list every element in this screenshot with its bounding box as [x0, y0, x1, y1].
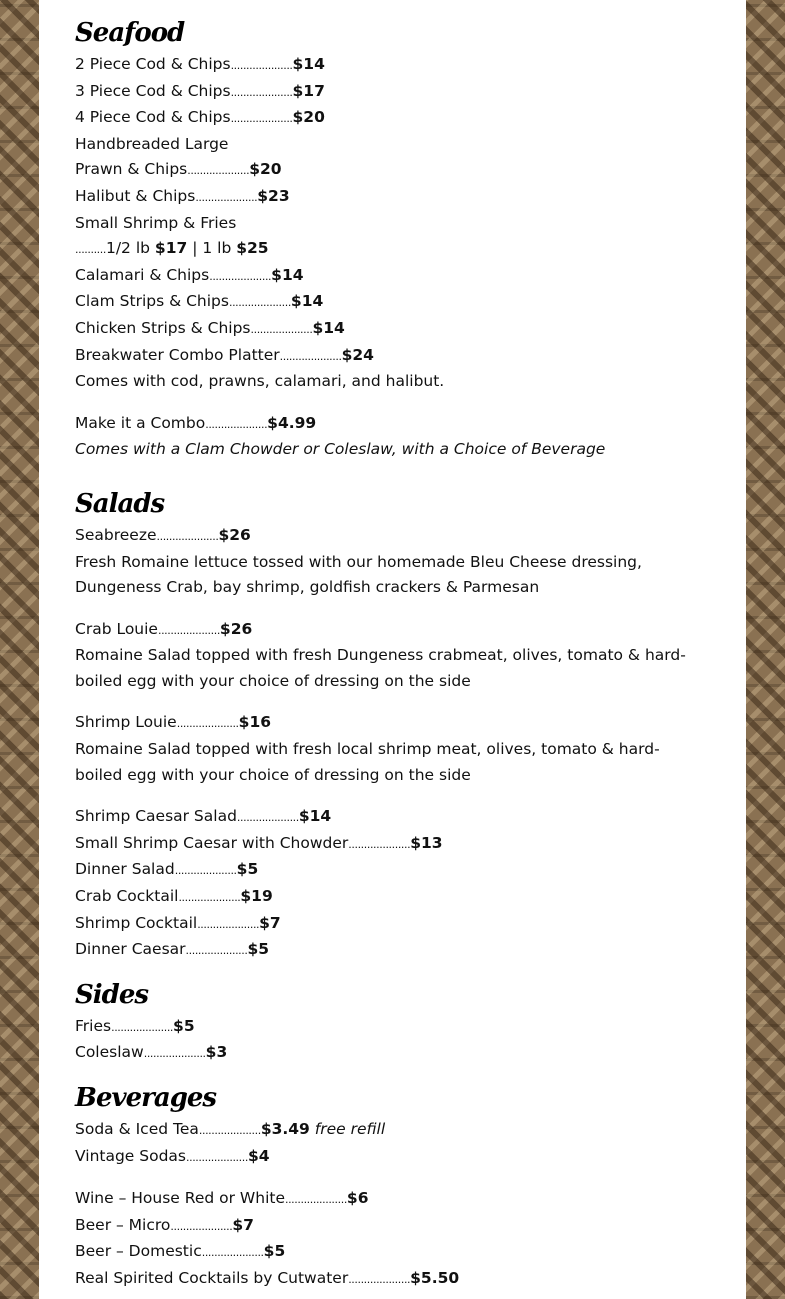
menu-item: Fries....................$5 — [75, 1016, 195, 1035]
menu-item: Chicken Strips & Chips....................$14 — [75, 318, 345, 337]
menu-item-description: Comes with cod, prawns, calamari, and halibut. — [75, 372, 445, 391]
seafood-heading: Seafood — [75, 18, 185, 48]
menu-item: Coleslaw....................$3 — [75, 1043, 228, 1062]
menu-item: Real Spirited Cocktails by Cutwater....................$5.50 — [75, 1268, 460, 1287]
menu-item: Dinner Caesar....................$5 — [75, 940, 270, 959]
menu-item-description: Romaine Salad topped with fresh Dungeness crabmeat, olives, tomato & hard-boiled egg with your choice of dressing on the side — [75, 646, 686, 690]
menu-item: 2 Piece Cod & Chips....................$14 — [75, 55, 325, 73]
menu-item: Shrimp Caesar Salad....................$14 — [75, 807, 332, 826]
menu-item: Calamari & Chips....................$14 — [75, 265, 304, 284]
menu-item: Dinner Salad....................$5 — [75, 860, 259, 879]
menu-item: Clam Strips & Chips....................$14 — [75, 292, 324, 311]
menu-item: Vintage Sodas....................$4 — [75, 1146, 270, 1165]
menu-item-description: Romaine Salad topped with fresh local shrimp meat, olives, tomato & hard-boiled egg with your choice of dressing on the side — [75, 740, 660, 784]
menu-item: 3 Piece Cod & Chips....................$17 — [75, 81, 325, 100]
menu-content — [75, 14, 705, 1293]
menu-panel — [39, 0, 746, 1299]
menu-item-name: Small Shrimp & Fries — [75, 213, 237, 232]
menu-item: Soda & Iced Tea....................$3.49 free refill — [75, 1120, 386, 1138]
menu-item: Halibut & Chips....................$23 — [75, 186, 290, 205]
menu-item: Prawn & Chips....................$20 — [75, 160, 282, 179]
menu-item: Crab Cocktail....................$19 — [75, 887, 273, 906]
beverages-heading: Beverages — [75, 1083, 217, 1113]
menu-item: 4 Piece Cod & Chips....................$20 — [75, 108, 325, 127]
menu-item-sizes: ..........1/2 lb $17 | 1 lb $25 — [75, 239, 269, 258]
menu-item: Make it a Combo....................$4.99 — [75, 413, 317, 432]
menu-item: Wine – House Red or White....................$6 — [75, 1189, 369, 1208]
menu-item: Small Shrimp Caesar with Chowder....................$13 — [75, 833, 443, 852]
menu-item: Beer – Micro....................$7 — [75, 1215, 254, 1234]
menu-item: Shrimp Louie....................$16 — [75, 713, 272, 732]
menu-item: Shrimp Cocktail....................$7 — [75, 913, 281, 932]
menu-item: Breakwater Combo Platter....................$24 — [75, 345, 374, 364]
menu-item: Seabreeze....................$26 — [75, 525, 251, 544]
menu-item-description: Comes with a Clam Chowder or Coleslaw, with a Choice of Beverage — [75, 440, 606, 459]
menu-item: Crab Louie....................$26 — [75, 619, 253, 638]
sides-heading: Sides — [75, 979, 149, 1010]
menu-item: Beer – Domestic....................$5 — [75, 1242, 286, 1261]
menu-item-prefix: Handbreaded Large — [75, 134, 229, 153]
menu-item-description: Fresh Romaine lettuce tossed with our homemade Bleu Cheese dressing, Dungeness Crab, bay shrimp, goldfish crackers & Parmesan — [75, 552, 642, 597]
salads-heading: Salads — [75, 488, 165, 519]
